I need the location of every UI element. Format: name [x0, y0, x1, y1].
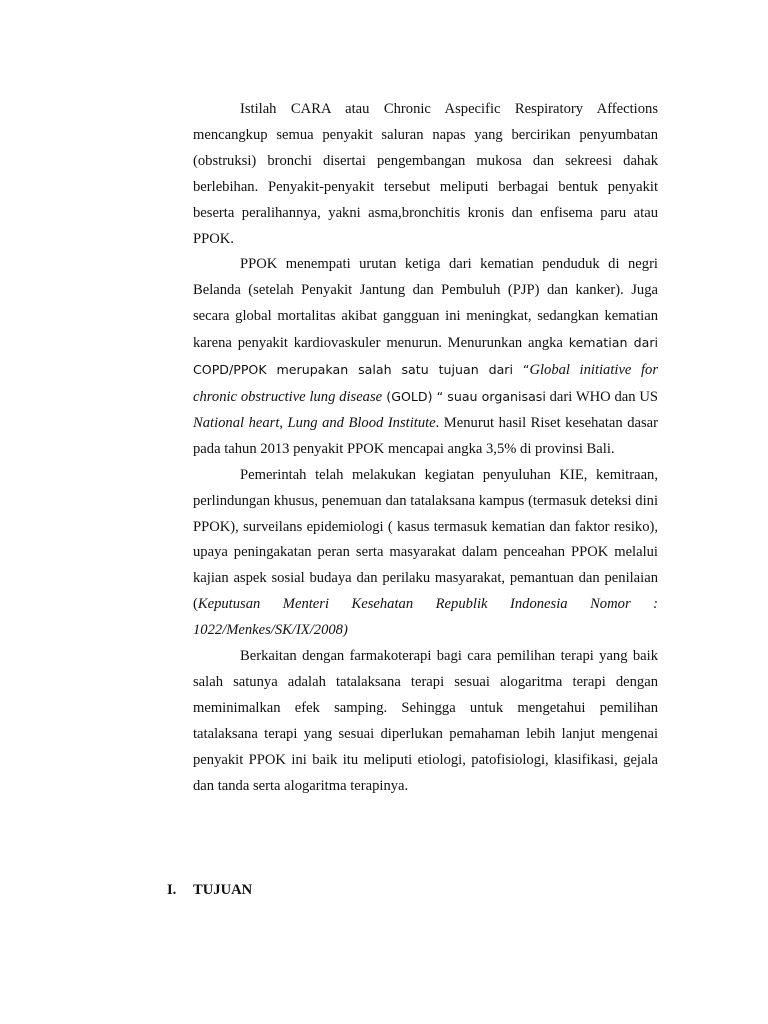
paragraph-ppok-mortality	[193, 252, 658, 462]
section-heading	[167, 882, 252, 899]
paragraph-text: Pemerintah telah melakukan kegiatan penyuluhan KIE, kemitraan, perlindungan khusus, penemuan dan tatalaksana kampus (termasuk deteksi dini PPOK), surveilans epidemiologi ( kasus termasuk kematian dan faktor resiko), upaya peningakatan peran serta masyarakat dalam penceahan PPOK melalui kajian aspek sosial budaya dan perilaku masyarakat, pemantuan dan penilaian (	[193, 466, 658, 613]
institute-name: National heart, Lung and Blood Institute	[193, 414, 436, 431]
section-title: TUJUAN	[193, 882, 253, 898]
paragraph-text-alt-font: (GOLD) “ suau organisasi	[382, 388, 546, 404]
paragraph-text: Berkaitan dengan farmakoterapi bagi cara pemilihan terapi yang baik salah satunya adalah tatalaksana terapi sesuai alogaritma terapi dengan meminimalkan efek samping. Sehingga untuk mengetahui pemilihan tatalaksana terapi yang sesuai diperlukan pemahaman lebih lanjut mengenai penyakit PPOK ini baik itu meliputi etiologi, patofisiologi, klasifikasi, gejala dan tanda serta alogaritma terapinya.	[193, 648, 658, 794]
paragraph-government-programs	[193, 463, 658, 644]
paragraph-text: Istilah CARA atau Chronic Aspecific Respiratory Affections mencangkup semua penyakit saluran napas yang bercirikan penyumbatan (obstruksi) bronchi disertai pengembangan mukosa dan sekreesi dahak berlebihan. Penyakit-penyakit tersebut meliputi berbagai bentuk penyakit beserta peralihannya, yakni asma,bronchitis kronis dan enfisema paru atau PPOK.	[193, 101, 658, 247]
paragraph-text-alt-font: kematian dari COPD/PPOK merupakan salah satu tujuan dari “	[193, 335, 658, 378]
decree-citation: Keputusan Menteri Kesehatan Republik Indonesia Nomor : 1022/Menkes/SK/IX/2008)	[193, 596, 658, 639]
paragraph-text: dari WHO dan US	[545, 388, 658, 405]
paragraph-pharmacotherapy	[193, 644, 658, 799]
gold-initiative-name: Global initiative for chronic obstructive lung disease	[193, 362, 659, 405]
section-number: I.	[167, 882, 177, 898]
paragraph-cara-definition	[193, 97, 658, 252]
document-body	[193, 97, 658, 799]
paragraph-text: PPOK menempati urutan ketiga dari kematian penduduk di negri Belanda (setelah Penyakit Jantung dan Pembuluh (PJP) dan kanker). Juga secara global mortalitas akibat gangguan ini meningkat, sedangkan kematian karena penyakit kardiovaskuler menurun. Menurunkan angka	[193, 256, 658, 352]
paragraph-text: . Menurut hasil Riset kesehatan dasar pada tahun 2013 penyakit PPOK mencapai angka 3,5% di provinsi Bali.	[193, 414, 658, 457]
